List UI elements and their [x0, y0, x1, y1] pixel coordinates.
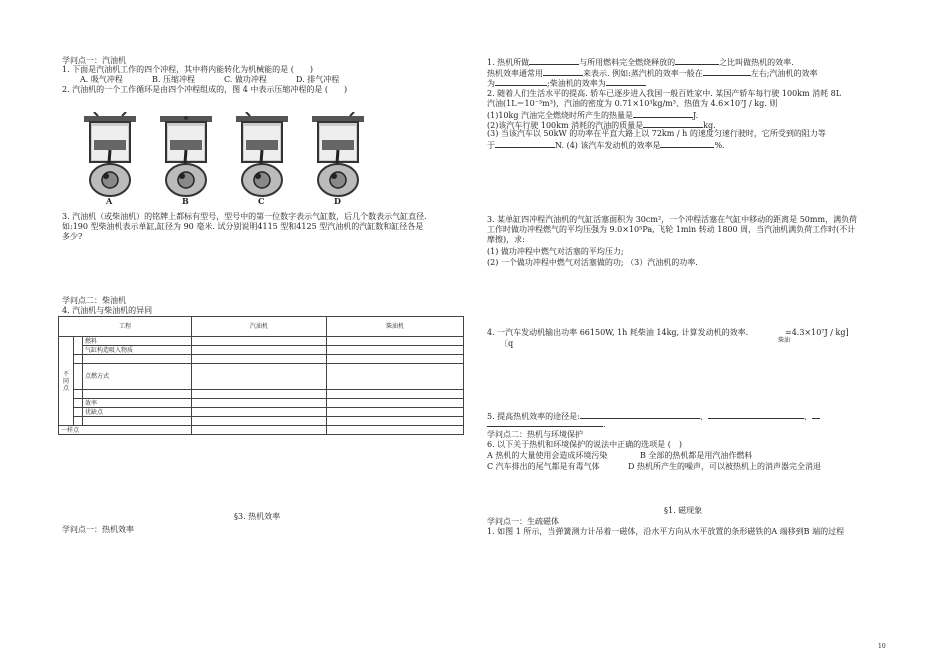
engine-d-icon	[312, 112, 364, 196]
r-q6-option-c: C 汽车排出的尾气都是有毒气体	[487, 462, 600, 471]
section-header-efficiency: §3. 热机效率	[234, 512, 281, 521]
question-1: 1. 下面是汽油机工作的四个冲程，其中将内能转化为机械能的是 ( )	[62, 65, 313, 74]
r-question-4-subscript: 柴油	[778, 337, 791, 344]
question-4: 4. 汽油机与柴油机的异同	[62, 306, 153, 315]
page-number: 10	[878, 643, 886, 650]
section-title-environment: 学问点二：热机与环境保护	[487, 430, 583, 439]
r-question-3-line-2: 工作时做功冲程燃气的平均压强为 9.0×10⁵Pa, 飞轮 1min 转动 1800 周，当汽油机满负荷工作时(不计	[487, 225, 856, 234]
q1-option-d: D. 排气冲程	[296, 75, 340, 84]
section-title-efficiency: 学问点一：热机效率	[62, 525, 134, 534]
q1-option-c: C. 做功冲程	[224, 75, 267, 84]
row-header-differences: 不同点	[59, 337, 74, 426]
r-q6-option-a: A 热机的大量使用会造成环境污染	[487, 451, 608, 460]
question-3-line-1: 3. 汽油机（或柴油机）的铭牌上都标有型号，型号中的第一位数字表示气缸数，后几个数表示气缸直径.	[62, 212, 427, 221]
engine-a-icon	[84, 112, 136, 196]
engine-stroke-figure	[78, 112, 378, 212]
header-diesel: 柴油机	[327, 317, 464, 337]
r-question-2-line-6: 于 N. (4) 该汽车发动机的效率是 %.	[487, 141, 725, 150]
r-question-3-line-3: 摩擦)，求:	[487, 235, 525, 244]
r-question-2-line-1: 2. 随着人们生活水平的提高. 轿车已逐步进入我国一般百姓家中. 某国产轿车每行驶 100km 消耗 8L	[487, 89, 842, 98]
row-label-ignition: 点燃方式	[83, 364, 192, 390]
r-q6-option-b: B 全部的热机都是用汽油作燃料	[640, 451, 753, 460]
row-label-fuel: 燃料	[83, 337, 192, 346]
r-question-4-line-1: 4. 一汽车发动机输出功率 66150W, 1h 耗柴油 14kg, 计算发动机的效率.	[487, 328, 749, 337]
comparison-table	[58, 316, 464, 435]
header-gasoline: 汽油机	[192, 317, 327, 337]
r-question-5-cont: .	[487, 418, 606, 430]
r-question-3-line-4: (1) 做功冲程中燃气对活塞的平均压力;	[487, 247, 624, 256]
section-title-magnets: 学问点一：生疏磁体	[487, 517, 559, 526]
r-question-2-line-3: (1)10kg 汽油完全燃烧时所产生的热量是 J.	[487, 111, 699, 120]
r-question-3-line-1: 3. 某单缸四冲程汽油机的气缸活塞面积为 30cm²，一个冲程活塞在气缸中移动的距离是 50mm，满负荷	[487, 215, 858, 224]
section-title-diesel-engine: 学问点二：柴油机	[62, 296, 126, 305]
section-title-gasoline-engine: 学问点一：汽油机	[62, 56, 126, 65]
r-question-1-line-1: 1. 热机所做 与所用燃料完全燃烧释放的 之比叫做热机的效率.	[487, 58, 794, 67]
question-3-line-2: 如:190 型柴油机表示单缸,缸径为 90 毫米. 试分别说明4115 型和4125 型汽油机的汽缸数和缸径各是	[62, 222, 424, 231]
engine-label-c: C	[258, 196, 265, 206]
r-question-2-line-5: (3) 当该汽车以 50kW 的功率在平直大路上以 72km / h 的速度匀速行驶时，它所受到的阻力等	[487, 129, 826, 138]
engine-b-icon	[160, 116, 212, 196]
r-question-4-line-2: 〔q	[500, 339, 514, 348]
row-label-similarities: 一样点	[59, 426, 192, 435]
r-question-1-line-2: 热机效率通常用 来表示. 例如:蒸汽机的效率一般在 左右;汽油机的效率	[487, 69, 818, 78]
engine-label-b: B	[182, 196, 189, 206]
section-header-magnetism: §1. 磁现象	[664, 506, 703, 515]
q1-option-b: B. 压缩冲程	[152, 75, 195, 84]
r-question-2-line-2: 汽油(1L＝10⁻³m³)，汽油的密度为 0.71×10³kg/m³、热值为 4.6×10⁷J / kg. 则	[487, 99, 778, 108]
row-label-cylinder: 气缸构造吸入物质	[83, 346, 192, 355]
row-label-efficiency: 效率	[83, 399, 192, 408]
r-question-1-line-3: 为 ;柴油机的效率为	[487, 77, 646, 89]
r-question-2-line-4: (2)该汽车行驶 100km 消耗的汽油的质量是 kg.	[487, 121, 716, 130]
engine-label-a: A	[106, 196, 113, 206]
r-q6-option-d: D 热机所产生的噪声，可以被热机上的消声器完全消退	[628, 462, 821, 471]
engine-label-d: D	[334, 196, 341, 206]
engine-c-icon	[236, 112, 288, 196]
r-question-5: 5. 提高热机效率的途径是: 、 、	[487, 410, 820, 422]
r-question-3-line-5: (2) 一个做功冲程中燃气对活塞做的功; （3）汽油机的功率.	[487, 258, 698, 267]
question-2: 2. 汽油机的一个工作循环是由四个冲程组成的，图 4 中表示压缩冲程的是 ( )	[62, 85, 348, 94]
r-magnet-question-1: 1. 如图 1 所示，当弹簧测力计吊着一磁体，沿水平方向从水平放置的条形磁铁的A 端移到B 端的过程	[487, 527, 845, 536]
r-question-4-heat-value: =4.3×10⁷J / kg]	[785, 328, 849, 337]
q1-option-a: A. 吸气冲程	[80, 75, 123, 84]
r-question-6: 6. 以下关于热机和环境保护的说法中正确的选项是 ( )	[487, 440, 682, 449]
row-label-pros-cons: 优缺点	[83, 408, 192, 417]
header-process: 工程	[59, 317, 192, 337]
question-3-line-3: 多少?	[62, 232, 83, 241]
